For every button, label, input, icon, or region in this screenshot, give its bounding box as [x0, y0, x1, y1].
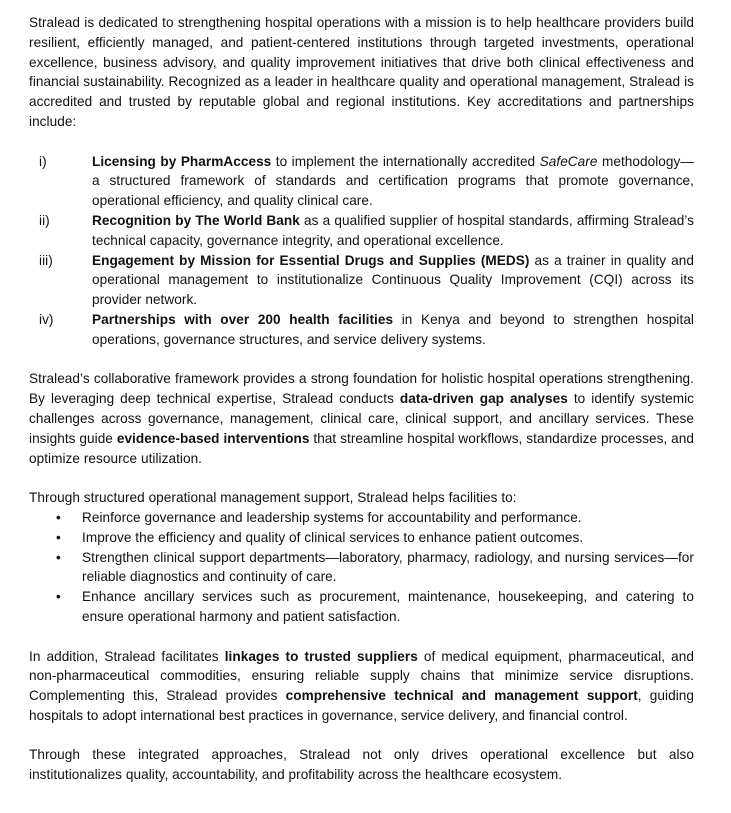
bullet-item	[29, 548, 694, 588]
bullet-icon: •	[56, 509, 61, 525]
accreditation-text: methodology—a structured framework of standards and certification programs that promote governance, operational efficiency, and quality clinical care.	[92, 153, 694, 209]
bullet-icon: •	[56, 549, 61, 565]
bullet-icon: •	[56, 529, 61, 545]
paragraph-text: to identify systemic challenges across governance, management, clinical care, clinical support, and ancillary services. These insights guide	[29, 391, 694, 446]
bold-phrase: comprehensive technical and management support	[285, 688, 638, 704]
list-number: iv)	[39, 311, 54, 327]
accreditation-title: Partnerships with over 200 health facilities	[92, 311, 394, 327]
list-number: i)	[39, 153, 47, 169]
support-intro-paragraph: Through structured operational management support, Stralead helps facilities to:	[29, 490, 517, 506]
paragraph-text: Stralead’s collaborative framework provides a strong foundation for holistic hospital operations strengthening. By leveraging deep technical expertise, Stralead conducts	[29, 371, 694, 407]
accreditations-list	[29, 152, 694, 350]
paragraph-text: that streamline hospital workflows, standardize processes, and optimize resource utilization.	[29, 430, 695, 466]
accreditation-item	[29, 211, 694, 251]
paragraph-text: of medical equipment, pharmaceutical, and non-pharmaceutical commodities, ensuring reliable supply chains that minimize service disruptions. Complementing this, Stralead provides	[29, 648, 695, 704]
accreditation-item	[29, 310, 694, 350]
bold-phrase: evidence-based interventions	[116, 430, 310, 446]
support-bullet-list	[29, 508, 694, 627]
bullet-text: Reinforce governance and leadership systems for accountability and performance.	[82, 509, 582, 525]
bullet-icon: •	[56, 589, 61, 605]
bullet-text: Enhance ancillary services such as procurement, maintenance, housekeeping, and catering to ensure operational harmony and patient satisfaction.	[82, 589, 694, 624]
accreditation-item	[29, 251, 694, 310]
paragraph-text: , guiding hospitals to adopt international best practices in governance, service delivery, and financial control.	[29, 688, 694, 723]
safecare-term: SafeCare	[539, 153, 598, 169]
linkages-paragraph	[29, 647, 694, 726]
accreditation-text: as a trainer in quality and operational management to institutionalize Continuous Quality Improvement (CQI) across its provider network.	[92, 252, 694, 308]
accreditation-title: Licensing by PharmAccess	[92, 153, 272, 169]
accreditation-text: in Kenya and beyond to strengthen hospital operations, governance structures, and service delivery systems.	[92, 311, 694, 347]
bullet-text: Strengthen clinical support departments—laboratory, pharmacy, radiology, and nursing services—for reliable diagnostics and continuity of care.	[82, 549, 694, 585]
bullet-item	[29, 528, 694, 548]
bullet-text: Improve the efficiency and quality of clinical services to enhance patient outcomes.	[82, 529, 584, 545]
accreditation-title: Recognition by The World Bank	[92, 212, 300, 228]
list-number: iii)	[39, 252, 53, 268]
bullet-item	[29, 587, 694, 627]
list-number: ii)	[39, 212, 50, 228]
bullet-item	[29, 508, 694, 528]
accreditation-text: as a qualified supplier of hospital standards, affirming Stralead’s technical capacity, governance integrity, and operational excellence.	[92, 212, 694, 248]
paragraph-text: In addition, Stralead facilitates	[29, 648, 225, 664]
intro-paragraph: Stralead is dedicated to strengthening hospital operations with a mission is to help healthcare providers build resilient, efficiently managed, and patient-centered institutions through targeted investments, operational excellence, business advisory, and quality improvement initiatives that drive both clinical effectiveness and financial sustainability. Recognized as a leader in healthcare quality and operational management, Stralead is accredited and trusted by reputable global and regional institutions. Key accreditations and partnerships include:	[29, 15, 694, 129]
bold-phrase: data-driven gap analyses	[399, 391, 568, 407]
bold-phrase: linkages to trusted suppliers	[224, 648, 418, 664]
accreditation-title: Engagement by Mission for Essential Drugs and Supplies (MEDS)	[92, 252, 530, 268]
conclusion-paragraph: Through these integrated approaches, Stralead not only drives operational excellence but also institutionalizes quality, accountability, and profitability across the healthcare ecosystem.	[29, 747, 694, 783]
document-body	[29, 13, 694, 785]
accreditation-text: to implement the internationally accredited	[271, 153, 540, 169]
accreditation-item	[29, 152, 694, 211]
framework-paragraph	[29, 369, 694, 468]
